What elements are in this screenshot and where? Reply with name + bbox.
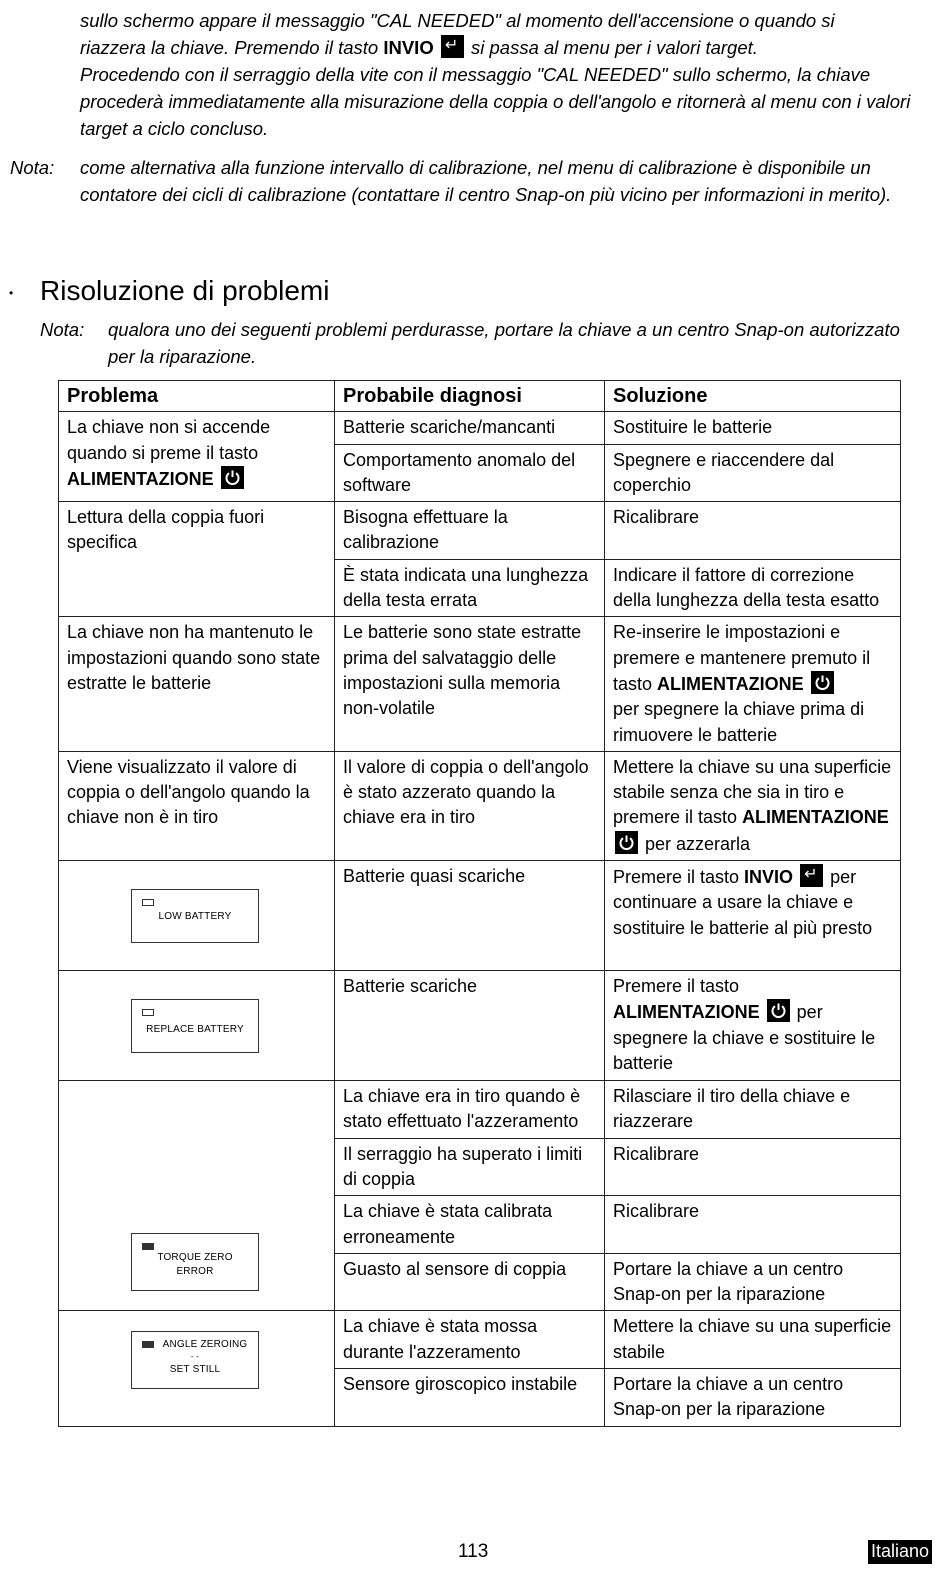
keyword-alimentazione: ALIMENTAZIONE	[67, 468, 214, 489]
page-number: 113	[458, 1541, 489, 1562]
intro-line-2-end: si passa al menu per i valori target.	[465, 37, 758, 58]
solution-cell: Portare la chiave a un centro Snap-on per la riparazione	[605, 1253, 901, 1311]
solution-cell: Ricalibrare	[605, 1196, 901, 1254]
problem-cell: La chiave non si accende quando si preme il tasto ALIMENTAZIONE	[59, 412, 335, 502]
solution-cell: Sostituire le batterie	[605, 412, 901, 444]
intro-paragraph	[80, 7, 930, 142]
solution-cell: Premere il tasto INVIO ↵ per continuare a usare la chiave e sostituire le batterie al più presto	[605, 861, 901, 971]
diagnosis-cell: Bisogna effettuare la calibrazione	[335, 502, 605, 560]
table-header-row	[59, 381, 901, 412]
diagnosis-cell: La chiave era in tiro quando è stato effettuato l'azzeramento	[335, 1081, 605, 1139]
section-title: Risoluzione di problemi	[40, 275, 330, 306]
problem-cell: Viene visualizzato il valore di coppia o dell'angolo quando la chiave non è in tiro	[59, 751, 335, 860]
power-key-icon	[615, 831, 638, 854]
diagnosis-cell: La chiave è stata mossa durante l'azzeramento	[335, 1311, 605, 1369]
diagnosis-cell: Le batterie sono state estratte prima del salvataggio delle impostazioni sulla memoria non-volatile	[335, 617, 605, 751]
battery-icon	[142, 1243, 154, 1250]
diagnosis-cell: Guasto al sensore di coppia	[335, 1253, 605, 1311]
solution-cell: Re-inserire le impostazioni e premere e mantenere premuto il tasto ALIMENTAZIONE per spegnere la chiave prima di rimuovere le batterie	[605, 617, 901, 751]
table-row	[59, 412, 901, 444]
keyword-alimentazione: ALIMENTAZIONE	[657, 673, 804, 694]
lcd-cell	[59, 861, 335, 971]
problem-cell: La chiave non ha mantenuto le impostazioni quando sono state estratte le batterie	[59, 617, 335, 751]
diagnosis-cell: Batterie quasi scariche	[335, 861, 605, 971]
note-text-2: qualora uno dei seguenti problemi perdurasse, portare la chiave a un centro Snap-on autorizzato per la riparazione.	[108, 319, 900, 367]
lcd-low-battery: LOW BATTERY	[131, 889, 259, 943]
intro-line-2-start: riazzera la chiave. Premendo il tasto	[80, 37, 384, 58]
diagnosis-cell: Batterie scariche/mancanti	[335, 412, 605, 444]
table-row	[59, 751, 901, 860]
enter-key-icon: ↵	[800, 864, 823, 887]
diagnosis-cell: Il valore di coppia o dell'angolo è stato azzerato quando la chiave era in tiro	[335, 751, 605, 860]
keyword-invio: INVIO	[744, 867, 794, 888]
table-row	[59, 1081, 901, 1139]
diagnosis-cell: Sensore giroscopico instabile	[335, 1369, 605, 1427]
lcd-angle-zeroing: ANGLE ZEROING - - SET STILL	[131, 1331, 259, 1389]
keyword-alimentazione: ALIMENTAZIONE	[742, 807, 889, 828]
power-key-icon	[767, 999, 790, 1022]
note-label: Nota:	[10, 157, 55, 178]
table-row	[59, 1311, 901, 1369]
solution-cell: Portare la chiave a un centro Snap-on per la riparazione	[605, 1369, 901, 1427]
diagnosis-cell: Comportamento anomalo del software	[335, 444, 605, 502]
solution-cell: Spegnere e riaccendere dal coperchio	[605, 444, 901, 502]
table-row	[59, 502, 901, 560]
battery-icon	[142, 1009, 154, 1016]
solution-cell: Rilasciare il tiro della chiave e riazzerare	[605, 1081, 901, 1139]
solution-cell: Mettere la chiave su una superficie stabile	[605, 1311, 901, 1369]
power-key-icon	[221, 466, 244, 489]
diagnosis-cell: Batterie scariche	[335, 971, 605, 1081]
enter-key-icon: ↵	[441, 35, 464, 58]
table-row	[59, 971, 901, 1081]
header-problema: Problema	[59, 381, 335, 412]
language-tag: Italiano	[868, 1540, 932, 1564]
solution-cell: Premere il tasto ALIMENTAZIONE per spegnere la chiave e sostituire le batterie	[605, 971, 901, 1081]
diagnosis-cell: Il serraggio ha superato i limiti di coppia	[335, 1138, 605, 1196]
lcd-torque-zero-error: TORQUE ZERO ERROR	[131, 1233, 259, 1291]
solution-cell: Ricalibrare	[605, 1138, 901, 1196]
keyword-invio: INVIO	[383, 37, 434, 58]
power-key-icon	[811, 671, 834, 694]
solution-cell: Indicare il fattore di correzione della lunghezza della testa esatto	[605, 559, 901, 617]
solution-cell: Mettere la chiave su una superficie stabile senza che sia in tiro e premere il tasto ALIMENTAZIONE per azzerarla	[605, 751, 901, 860]
note-text: come alternativa alla funzione intervallo di calibrazione, nel menu di calibrazione è disponibile un contatore dei cicli di calibrazione (contattare il centro Snap-on più vicino per informazioni in merito).	[80, 157, 892, 205]
battery-icon	[142, 899, 154, 906]
header-soluzione: Soluzione	[605, 381, 901, 412]
header-diagnosi: Probabile diagnosi	[335, 381, 605, 412]
troubleshooting-table	[58, 380, 901, 1427]
intro-line-1: sullo schermo appare il messaggio "CAL NEEDED" al momento dell'accensione o quando si	[80, 10, 835, 31]
solution-cell: Ricalibrare	[605, 502, 901, 560]
diagnosis-cell: È stata indicata una lunghezza della testa errata	[335, 559, 605, 617]
lcd-cell	[59, 1311, 335, 1426]
table-row	[59, 861, 901, 971]
problem-cell: Lettura della coppia fuori specifica	[59, 502, 335, 617]
diagnosis-cell: La chiave è stata calibrata erroneamente	[335, 1196, 605, 1254]
lcd-cell	[59, 971, 335, 1081]
intro-line-3: Procedendo con il serraggio della vite con il messaggio "CAL NEEDED" sullo schermo, la chiave procederà immediatamente alla misurazione della coppia o dell'angolo e ritornerà al menu con i valori target a ciclo concluso.	[80, 64, 911, 139]
lcd-cell	[59, 1081, 335, 1311]
keyword-alimentazione: ALIMENTAZIONE	[613, 1002, 760, 1023]
table-row	[59, 617, 901, 751]
note-label-2: Nota:	[40, 319, 85, 340]
lcd-replace-battery: REPLACE BATTERY	[131, 999, 259, 1053]
bullet-icon: •	[9, 286, 14, 300]
